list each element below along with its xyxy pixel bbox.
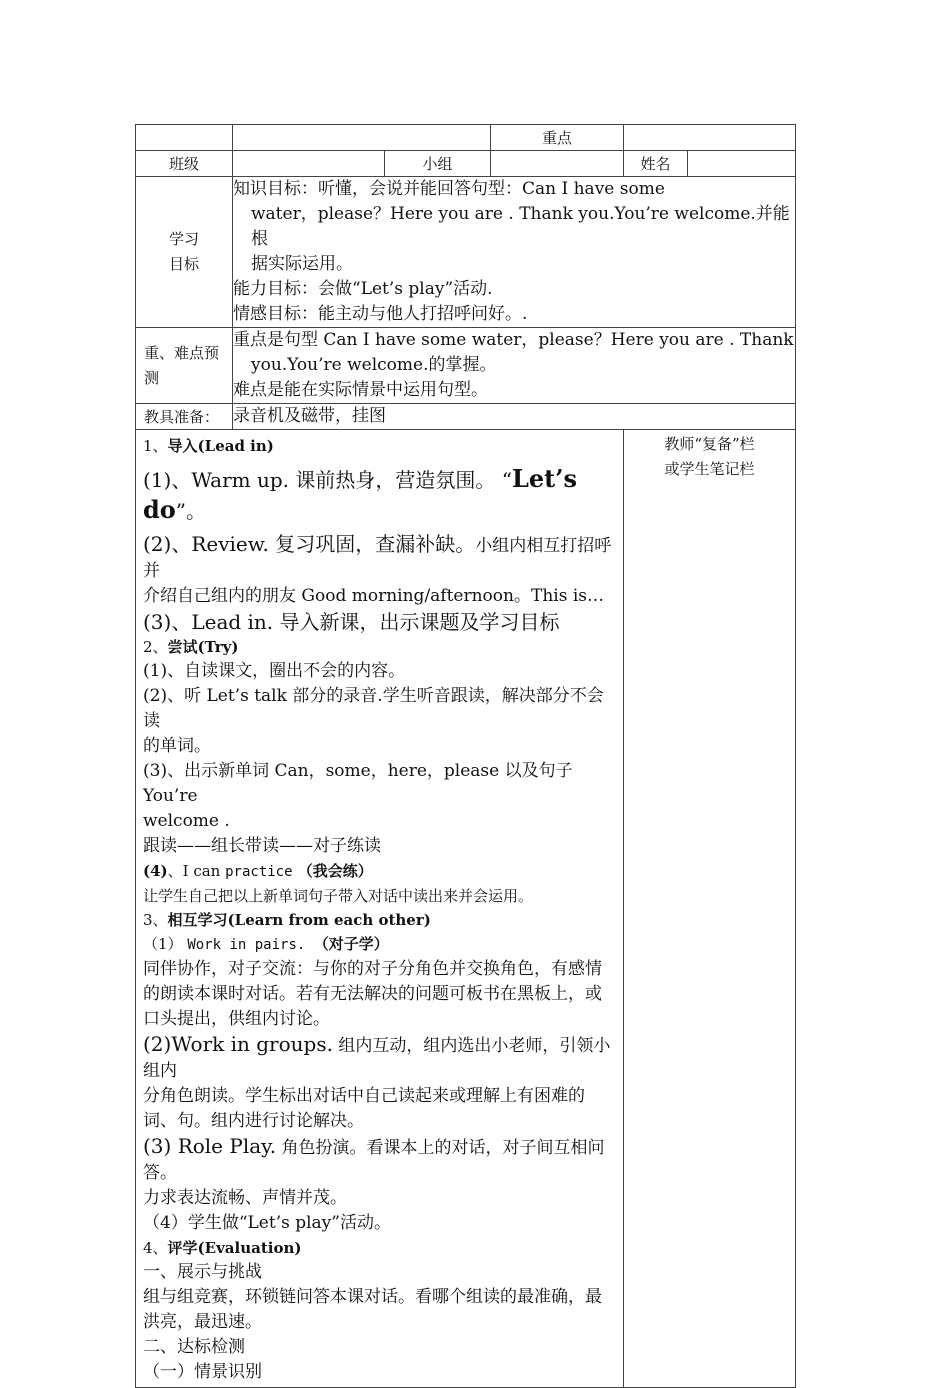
emotion-goal: 情感目标：能主动与他人打招呼问好。.: [233, 304, 528, 324]
name-field[interactable]: [688, 151, 796, 177]
notes-column[interactable]: [624, 430, 796, 1388]
notes-title-line1: 教师“复备”栏: [664, 435, 755, 453]
ability-goal: 能力目标：会做“Let’s play”活动.: [233, 279, 493, 299]
materials-row: [136, 404, 796, 430]
key-field[interactable]: [624, 125, 796, 151]
class-label: 班级: [136, 151, 233, 177]
goals-label: 学习 目标: [136, 177, 233, 328]
name-label: 姓名: [624, 151, 688, 177]
lesson-plan-table: [135, 124, 796, 1388]
goals-row: [136, 177, 796, 328]
section-lead-in: 1、导入(Lead in): [143, 437, 274, 455]
blank-cell: [136, 125, 233, 151]
section-evaluation: 4、评学(Evaluation): [143, 1239, 302, 1257]
section-try: 2、尝试(Try): [143, 638, 239, 656]
knowledge-goal: 知识目标：听懂，会说并能回答句型：Can I have some: [233, 179, 665, 199]
focus-label: 重、难点预测: [136, 328, 233, 404]
title-field[interactable]: [233, 125, 491, 151]
class-field[interactable]: [233, 151, 385, 177]
focus-content: 重点是句型 Can I have some water，please？Here you are . Thank you.You’re welcome.的掌握。 难点是能在实际情景中运用句型。: [233, 328, 796, 404]
notes-title-line2: 或学生笔记栏: [664, 460, 755, 478]
section-learn-each-other: 3、相互学习(Learn from each other): [143, 911, 431, 929]
key-label: 重点: [491, 125, 624, 151]
header-row-1: [136, 125, 796, 151]
difficult-point: 难点是能在实际情景中运用句型。: [233, 380, 488, 400]
teaching-process: 1、导入(Lead in) (1)、Warm up. 课前热身，营造氛围。 “Let’s do”。 (2)、Review. 复习巩固，查漏补缺。小组内相互打招呼并 介绍自己组内的朋友 Good morning/afternoon。This is… (3)、Lead in. 导入新课，出示课题及学习目标 2、尝试(Try) (1)、自读课文，圈出不会的内容。 (2)、听 Let’s talk 部分的录音.学生听音跟读，解决部分不会读 的单词。 (3)、出示新单词 Can，some，here，please 以及句子 You’re welcome . 跟读——组长带读——对子练读 (4)、I can practice （我会练） 让学生自己把以上新单词句子带入对话中读出来并会运用。 3、相互学习(Learn from each other) （1） Work in pairs. （对子学） 同伴协作，对子交流：与你的对子分角色并交换角色，有感情 的朗读本课时对话。若有无法解决的问题可板书在黑板上，或 口头提出，供组内讨论。 (2)Work in groups. 组内互动，组内选出小老师，引领小组内 分角色朗读。学生标出对话中自己读起来或理解上有困难的 词、句。组内进行讨论解决。 (3) Role Play. 角色扮演。看课本上的对话，对子间互相问答。 力求表达流畅、声情并茂。 （4）学生做“Let’s play”活动。 4、评学(Evaluation) 一、展示与挑战 组与组竞赛，环锁链问答本课对话。看哪个组读的最准确，最 洪亮，最迅速。 二、达标检测 （一）情景识别: [136, 430, 624, 1388]
key-point: 重点是句型 Can I have some water，please？Here you are . Thank: [233, 330, 794, 350]
process-row: [136, 430, 796, 1388]
header-row-2: [136, 151, 796, 177]
goals-content: 知识目标：听懂，会说并能回答句型：Can I have some water，please？Here you are . Thank you.You’re welcome.并能根 据实际运用。 能力目标：会做“Let’s play”活动. 情感目标：能主动与他人打招呼问好。.: [233, 177, 796, 328]
materials-value: 录音机及磁带，挂图: [233, 404, 796, 430]
group-label: 小组: [385, 151, 491, 177]
materials-label: 教具准备：: [136, 404, 233, 430]
focus-row: [136, 328, 796, 404]
group-field[interactable]: [491, 151, 624, 177]
